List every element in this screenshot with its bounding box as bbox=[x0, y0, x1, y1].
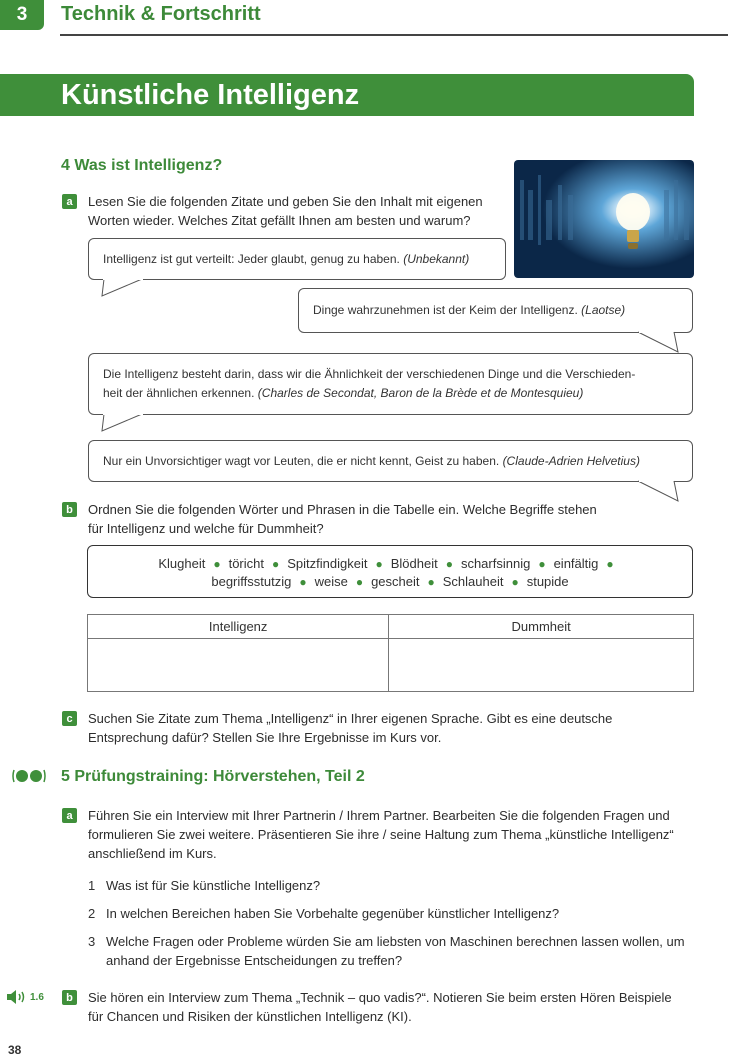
task-5a-marker: a bbox=[62, 808, 77, 823]
word-item: begriffsstutzig bbox=[211, 574, 292, 589]
table-cell-intelligenz[interactable] bbox=[88, 639, 389, 692]
bubble-tail bbox=[636, 332, 686, 354]
bubble-tail bbox=[100, 279, 150, 299]
word-item: Spitzfindigkeit bbox=[287, 556, 368, 571]
list-item: 3 Welche Fragen oder Probleme würden Sie am liebsten von Maschinen berechnen lassen wollen, um anhand der Ergebnisse Entscheidungen zu treffen? bbox=[88, 934, 685, 968]
word-item: Schlauheit bbox=[442, 574, 504, 589]
quote-3-text-line1: Die Intelligenz besteht darin, dass wir die Ähnlichkeit der verschiedenen Dinge und die Verschieden- bbox=[103, 367, 636, 381]
task-4b-text: Ordnen Sie die folgenden Wörter und Phrasen in die Tabelle ein. Welche Begriffe stehen für Intelligenz und welche für Dummheit? bbox=[88, 502, 597, 536]
quote-bubble-1 bbox=[88, 238, 506, 280]
quote-4-author: (Claude-Adrien Helvetius) bbox=[502, 453, 640, 468]
section-4-title: 4 Was ist Intelligenz? bbox=[61, 157, 223, 174]
task-4a-marker: a bbox=[62, 194, 77, 209]
quote-bubble-3 bbox=[88, 353, 693, 415]
sorting-table bbox=[87, 614, 694, 692]
quote-1-author: (Unbekannt) bbox=[403, 251, 470, 266]
task-5b-marker: b bbox=[62, 990, 77, 1005]
word-item: Klugheit bbox=[158, 556, 206, 571]
word-item: Blödheit bbox=[390, 556, 438, 571]
word-item: töricht bbox=[228, 556, 264, 571]
list-item: 1 Was ist für Sie künstliche Intelligenz? bbox=[88, 878, 321, 893]
bubble-tail bbox=[636, 481, 686, 503]
table-cell-dummheit[interactable] bbox=[389, 639, 694, 692]
word-item: scharfsinnig bbox=[460, 556, 531, 571]
chapter-divider bbox=[60, 34, 728, 36]
quote-4-text: Nur ein Unvorsichtiger wagt vor Leuten, die er nicht kennt, Geist zu haben. bbox=[103, 453, 500, 468]
quote-bubble-2 bbox=[298, 288, 693, 333]
table-header-intelligenz: Intelligenz bbox=[88, 615, 389, 639]
question-list bbox=[88, 876, 685, 970]
section-5-title: 5 Prüfungstraining: Hörverstehen, Teil 2 bbox=[61, 768, 365, 785]
audio-track-number: 1.6 bbox=[30, 992, 44, 1003]
quote-2-text: Dinge wahrzunehmen ist der Keim der Intelligenz. bbox=[313, 303, 578, 317]
task-4b-marker: b bbox=[62, 502, 77, 517]
quote-bubble-4 bbox=[88, 440, 693, 482]
chapter-title: Technik & Fortschritt bbox=[61, 3, 261, 25]
word-item: einfältig bbox=[553, 556, 599, 571]
quote-3-author: (Charles de Secondat, Baron de la Brède et de Montesquieu) bbox=[257, 386, 584, 400]
lightbulb-image bbox=[514, 160, 694, 278]
bubble-tail bbox=[100, 414, 150, 434]
page-title: Künstliche Intelligenz bbox=[61, 79, 360, 111]
task-4c-marker: c bbox=[62, 711, 77, 726]
word-item: weise bbox=[314, 574, 348, 589]
chapter-number: 3 bbox=[0, 0, 44, 30]
task-4c-text: Suchen Sie Zitate zum Thema „Intelligenz“ in Ihrer eigenen Sprache. Gibt es eine deutsche Entsprechung dafür? Stellen Sie Ihre Ergebnisse im Kurs vor. bbox=[88, 711, 613, 745]
task-4a-text: Lesen Sie die folgenden Zitate und geben Sie den Inhalt mit eigenen Worten wieder. Welches Zitat gefällt Ihnen am besten und warum? bbox=[88, 194, 483, 228]
word-item: gescheit bbox=[371, 574, 420, 589]
quote-2-author: (Laotse) bbox=[581, 303, 626, 317]
task-5a-text: Führen Sie ein Interview mit Ihrer Partnerin / Ihrem Partner. Bearbeiten Sie die folgenden Fragen und formulieren Sie zwei weitere. Präsentieren Sie ihre / seine Haltung zum Thema „künstliche Intelligenz“ anschließend im Kurs. bbox=[88, 808, 674, 861]
page-number: 38 bbox=[8, 1043, 22, 1057]
speaking-icon bbox=[12, 766, 46, 786]
audio-speaker-icon[interactable] bbox=[6, 989, 28, 1005]
task-5b-text: Sie hören ein Interview zum Thema „Technik – quo vadis?“. Notieren Sie beim ersten Hören Beispiele für Chancen und Risiken der künstlichen Intelligenz (KI). bbox=[88, 990, 672, 1024]
quote-1-text: Intelligenz ist gut verteilt: Jeder glaubt, genug zu haben. bbox=[103, 251, 400, 266]
list-item: 2 In welchen Bereichen haben Sie Vorbehalte gegenüber künstlicher Intelligenz? bbox=[88, 906, 560, 921]
quote-3-text-line2: heit der ähnlichen erkennen. bbox=[103, 386, 255, 400]
table-header-dummheit: Dummheit bbox=[389, 615, 694, 639]
word-box: Klugheit ● töricht ● Spitzfindigkeit ● Blödheit ● scharfsinnig ● einfältig ● begriffsstutzig ● weise ● gescheit ● Schlauheit ● stupide bbox=[87, 545, 693, 598]
word-item: stupide bbox=[526, 574, 569, 589]
